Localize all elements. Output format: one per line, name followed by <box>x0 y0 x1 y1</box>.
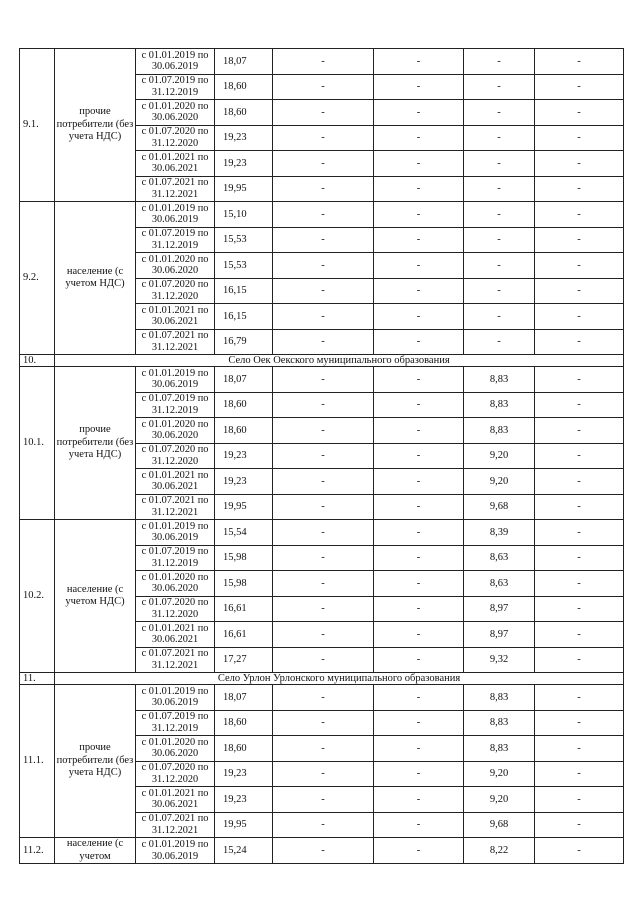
period-cell: с 01.07.2020 по 31.12.2020 <box>136 596 215 622</box>
period-cell: с 01.01.2019 по 30.06.2019 <box>136 685 215 711</box>
value-cell: 9,32 <box>464 647 535 673</box>
value-cell: 8,83 <box>464 685 535 711</box>
tariff-value: 19,23 <box>215 761 273 787</box>
period-cell: с 01.01.2021 по 30.06.2021 <box>136 787 215 813</box>
value-cell: - <box>374 494 464 520</box>
item-number: 9.1. <box>20 49 55 202</box>
value-cell: - <box>374 176 464 202</box>
period-cell: с 01.07.2020 по 31.12.2020 <box>136 278 215 304</box>
value-cell: - <box>273 74 374 100</box>
value-cell: 9,68 <box>464 812 535 838</box>
period-cell: с 01.01.2020 по 30.06.2020 <box>136 100 215 126</box>
value-cell: - <box>374 367 464 393</box>
tariff-value: 15,24 <box>215 838 273 864</box>
value-cell: 9,20 <box>464 469 535 495</box>
value-cell: - <box>374 647 464 673</box>
tariff-value: 19,95 <box>215 494 273 520</box>
value-cell: - <box>535 685 624 711</box>
value-cell: 8,63 <box>464 545 535 571</box>
table-row <box>20 367 624 393</box>
period-cell: с 01.01.2019 по 30.06.2019 <box>136 202 215 228</box>
value-cell: 8,83 <box>464 367 535 393</box>
value-cell: - <box>273 787 374 813</box>
value-cell: - <box>535 761 624 787</box>
period-cell: с 01.01.2021 по 30.06.2021 <box>136 304 215 330</box>
value-cell: - <box>374 571 464 597</box>
value-cell: - <box>464 176 535 202</box>
period-cell: с 01.01.2020 по 30.06.2020 <box>136 253 215 279</box>
tariff-value: 15,53 <box>215 253 273 279</box>
value-cell: - <box>374 443 464 469</box>
value-cell: - <box>273 710 374 736</box>
value-cell: - <box>273 596 374 622</box>
period-cell: с 01.07.2019 по 31.12.2019 <box>136 710 215 736</box>
period-cell: с 01.01.2020 по 30.06.2020 <box>136 736 215 762</box>
period-cell: с 01.07.2019 по 31.12.2019 <box>136 227 215 253</box>
value-cell: 8,83 <box>464 736 535 762</box>
table-row <box>20 202 624 228</box>
value-cell: 8,83 <box>464 392 535 418</box>
tariff-table <box>19 48 624 864</box>
value-cell: - <box>273 151 374 177</box>
value-cell: - <box>535 100 624 126</box>
value-cell: - <box>535 787 624 813</box>
value-cell: - <box>374 545 464 571</box>
tariff-value: 18,60 <box>215 100 273 126</box>
value-cell: - <box>535 367 624 393</box>
tariff-value: 16,15 <box>215 278 273 304</box>
value-cell: - <box>374 469 464 495</box>
value-cell: - <box>273 176 374 202</box>
value-cell: - <box>464 49 535 75</box>
value-cell: - <box>273 622 374 648</box>
tariff-value: 15,10 <box>215 202 273 228</box>
value-cell: - <box>535 253 624 279</box>
value-cell: - <box>374 812 464 838</box>
tariff-value: 17,27 <box>215 647 273 673</box>
period-cell: с 01.07.2021 по 31.12.2021 <box>136 812 215 838</box>
value-cell: - <box>273 736 374 762</box>
period-cell: с 01.07.2019 по 31.12.2019 <box>136 392 215 418</box>
value-cell: - <box>374 253 464 279</box>
value-cell: - <box>374 125 464 151</box>
period-cell: с 01.07.2021 по 31.12.2021 <box>136 176 215 202</box>
value-cell: - <box>535 736 624 762</box>
tariff-value: 19,23 <box>215 151 273 177</box>
value-cell: - <box>535 392 624 418</box>
tariff-value: 18,60 <box>215 418 273 444</box>
value-cell: - <box>374 418 464 444</box>
value-cell: - <box>374 392 464 418</box>
period-cell: с 01.07.2020 по 31.12.2020 <box>136 443 215 469</box>
value-cell: - <box>374 596 464 622</box>
table-row <box>20 49 624 75</box>
tariff-value: 18,60 <box>215 710 273 736</box>
value-cell: - <box>535 278 624 304</box>
tariff-value: 16,61 <box>215 596 273 622</box>
value-cell: - <box>535 545 624 571</box>
value-cell: - <box>464 227 535 253</box>
value-cell: 9,20 <box>464 787 535 813</box>
period-cell: с 01.07.2019 по 31.12.2019 <box>136 545 215 571</box>
item-number: 11.2. <box>20 838 55 864</box>
value-cell: - <box>535 202 624 228</box>
value-cell: 8,97 <box>464 622 535 648</box>
value-cell: - <box>535 838 624 864</box>
value-cell: - <box>464 100 535 126</box>
table-row <box>20 520 624 546</box>
period-cell: с 01.01.2021 по 30.06.2021 <box>136 151 215 177</box>
value-cell: - <box>273 329 374 355</box>
value-cell: - <box>374 329 464 355</box>
value-cell: - <box>273 761 374 787</box>
value-cell: 9,20 <box>464 443 535 469</box>
tariff-value: 19,23 <box>215 125 273 151</box>
value-cell: - <box>374 622 464 648</box>
value-cell: - <box>464 253 535 279</box>
section-number: 10. <box>20 355 55 367</box>
value-cell: - <box>374 685 464 711</box>
tariff-value: 15,98 <box>215 571 273 597</box>
value-cell: 8,83 <box>464 418 535 444</box>
value-cell: - <box>464 278 535 304</box>
tariff-value: 18,60 <box>215 74 273 100</box>
tariff-value: 18,07 <box>215 367 273 393</box>
value-cell: - <box>535 469 624 495</box>
value-cell: - <box>273 685 374 711</box>
value-cell: 9,68 <box>464 494 535 520</box>
value-cell: - <box>374 736 464 762</box>
value-cell: - <box>273 443 374 469</box>
tariff-value: 16,61 <box>215 622 273 648</box>
value-cell: - <box>273 49 374 75</box>
value-cell: - <box>464 304 535 330</box>
tariff-value: 15,54 <box>215 520 273 546</box>
value-cell: - <box>273 100 374 126</box>
consumer-category: население (с учетом НДС) <box>55 520 136 673</box>
value-cell: - <box>273 838 374 864</box>
value-cell: - <box>273 278 374 304</box>
value-cell: - <box>464 125 535 151</box>
value-cell: - <box>535 710 624 736</box>
value-cell: - <box>535 596 624 622</box>
value-cell: - <box>535 304 624 330</box>
period-cell: с 01.01.2019 по 30.06.2019 <box>136 49 215 75</box>
value-cell: - <box>464 151 535 177</box>
period-cell: с 01.07.2021 по 31.12.2021 <box>136 647 215 673</box>
section-title-row <box>20 673 624 685</box>
item-number: 10.2. <box>20 520 55 673</box>
value-cell: - <box>374 710 464 736</box>
value-cell: - <box>273 647 374 673</box>
item-number: 9.2. <box>20 202 55 355</box>
section-title: Село Оек Оекского муниципального образования <box>55 355 624 367</box>
item-number: 11.1. <box>20 685 55 838</box>
consumer-category: население (с учетом <box>55 838 136 864</box>
value-cell: - <box>535 622 624 648</box>
value-cell: - <box>374 227 464 253</box>
value-cell: - <box>273 418 374 444</box>
period-cell: с 01.07.2020 по 31.12.2020 <box>136 761 215 787</box>
tariff-value: 19,95 <box>215 176 273 202</box>
value-cell: - <box>374 278 464 304</box>
value-cell: - <box>535 418 624 444</box>
value-cell: - <box>535 329 624 355</box>
value-cell: - <box>374 100 464 126</box>
value-cell: - <box>464 202 535 228</box>
tariff-value: 19,95 <box>215 812 273 838</box>
table-row <box>20 838 624 864</box>
section-title-row <box>20 355 624 367</box>
value-cell: - <box>374 202 464 228</box>
value-cell: - <box>273 304 374 330</box>
period-cell: с 01.01.2021 по 30.06.2021 <box>136 622 215 648</box>
tariff-value: 18,60 <box>215 736 273 762</box>
period-cell: с 01.07.2021 по 31.12.2021 <box>136 329 215 355</box>
tariff-value: 15,53 <box>215 227 273 253</box>
value-cell: 8,83 <box>464 710 535 736</box>
period-cell: с 01.01.2019 по 30.06.2019 <box>136 367 215 393</box>
tariff-value: 18,60 <box>215 392 273 418</box>
value-cell: - <box>273 125 374 151</box>
value-cell: - <box>273 392 374 418</box>
tariff-value: 16,79 <box>215 329 273 355</box>
value-cell: - <box>535 227 624 253</box>
period-cell: с 01.01.2019 по 30.06.2019 <box>136 520 215 546</box>
value-cell: - <box>535 49 624 75</box>
consumer-category: прочие потребители (без учета НДС) <box>55 49 136 202</box>
period-cell: с 01.07.2019 по 31.12.2019 <box>136 74 215 100</box>
value-cell: - <box>273 227 374 253</box>
value-cell: - <box>374 838 464 864</box>
tariff-value: 15,98 <box>215 545 273 571</box>
value-cell: - <box>374 49 464 75</box>
value-cell: - <box>535 494 624 520</box>
value-cell: - <box>535 151 624 177</box>
consumer-category: прочие потребители (без учета НДС) <box>55 367 136 520</box>
table-row <box>20 685 624 711</box>
value-cell: 8,39 <box>464 520 535 546</box>
value-cell: - <box>273 494 374 520</box>
value-cell: 8,63 <box>464 571 535 597</box>
section-title: Село Урлон Урлонского муниципального образования <box>55 673 624 685</box>
value-cell: - <box>464 329 535 355</box>
value-cell: 9,20 <box>464 761 535 787</box>
period-cell: с 01.01.2020 по 30.06.2020 <box>136 571 215 597</box>
value-cell: - <box>273 469 374 495</box>
tariff-table-page <box>19 48 623 864</box>
value-cell: - <box>535 647 624 673</box>
value-cell: - <box>374 304 464 330</box>
consumer-category: население (с учетом НДС) <box>55 202 136 355</box>
value-cell: - <box>273 545 374 571</box>
period-cell: с 01.01.2020 по 30.06.2020 <box>136 418 215 444</box>
period-cell: с 01.01.2019 по 30.06.2019 <box>136 838 215 864</box>
value-cell: 8,97 <box>464 596 535 622</box>
value-cell: - <box>535 443 624 469</box>
tariff-value: 16,15 <box>215 304 273 330</box>
item-number: 10.1. <box>20 367 55 520</box>
value-cell: - <box>273 253 374 279</box>
value-cell: - <box>374 151 464 177</box>
value-cell: - <box>273 812 374 838</box>
value-cell: - <box>374 761 464 787</box>
period-cell: с 01.07.2021 по 31.12.2021 <box>136 494 215 520</box>
period-cell: с 01.01.2021 по 30.06.2021 <box>136 469 215 495</box>
value-cell: - <box>535 74 624 100</box>
period-cell: с 01.07.2020 по 31.12.2020 <box>136 125 215 151</box>
tariff-value: 19,23 <box>215 787 273 813</box>
value-cell: - <box>535 520 624 546</box>
value-cell: - <box>273 202 374 228</box>
value-cell: - <box>535 812 624 838</box>
value-cell: - <box>273 367 374 393</box>
value-cell: - <box>374 787 464 813</box>
value-cell: - <box>374 520 464 546</box>
tariff-value: 19,23 <box>215 443 273 469</box>
tariff-value: 18,07 <box>215 685 273 711</box>
consumer-category: прочие потребители (без учета НДС) <box>55 685 136 838</box>
tariff-value: 19,23 <box>215 469 273 495</box>
tariff-table-body <box>20 49 624 864</box>
value-cell: - <box>535 125 624 151</box>
value-cell: - <box>464 74 535 100</box>
value-cell: - <box>273 571 374 597</box>
value-cell: 8,22 <box>464 838 535 864</box>
value-cell: - <box>535 176 624 202</box>
value-cell: - <box>374 74 464 100</box>
value-cell: - <box>535 571 624 597</box>
section-number: 11. <box>20 673 55 685</box>
tariff-value: 18,07 <box>215 49 273 75</box>
value-cell: - <box>273 520 374 546</box>
